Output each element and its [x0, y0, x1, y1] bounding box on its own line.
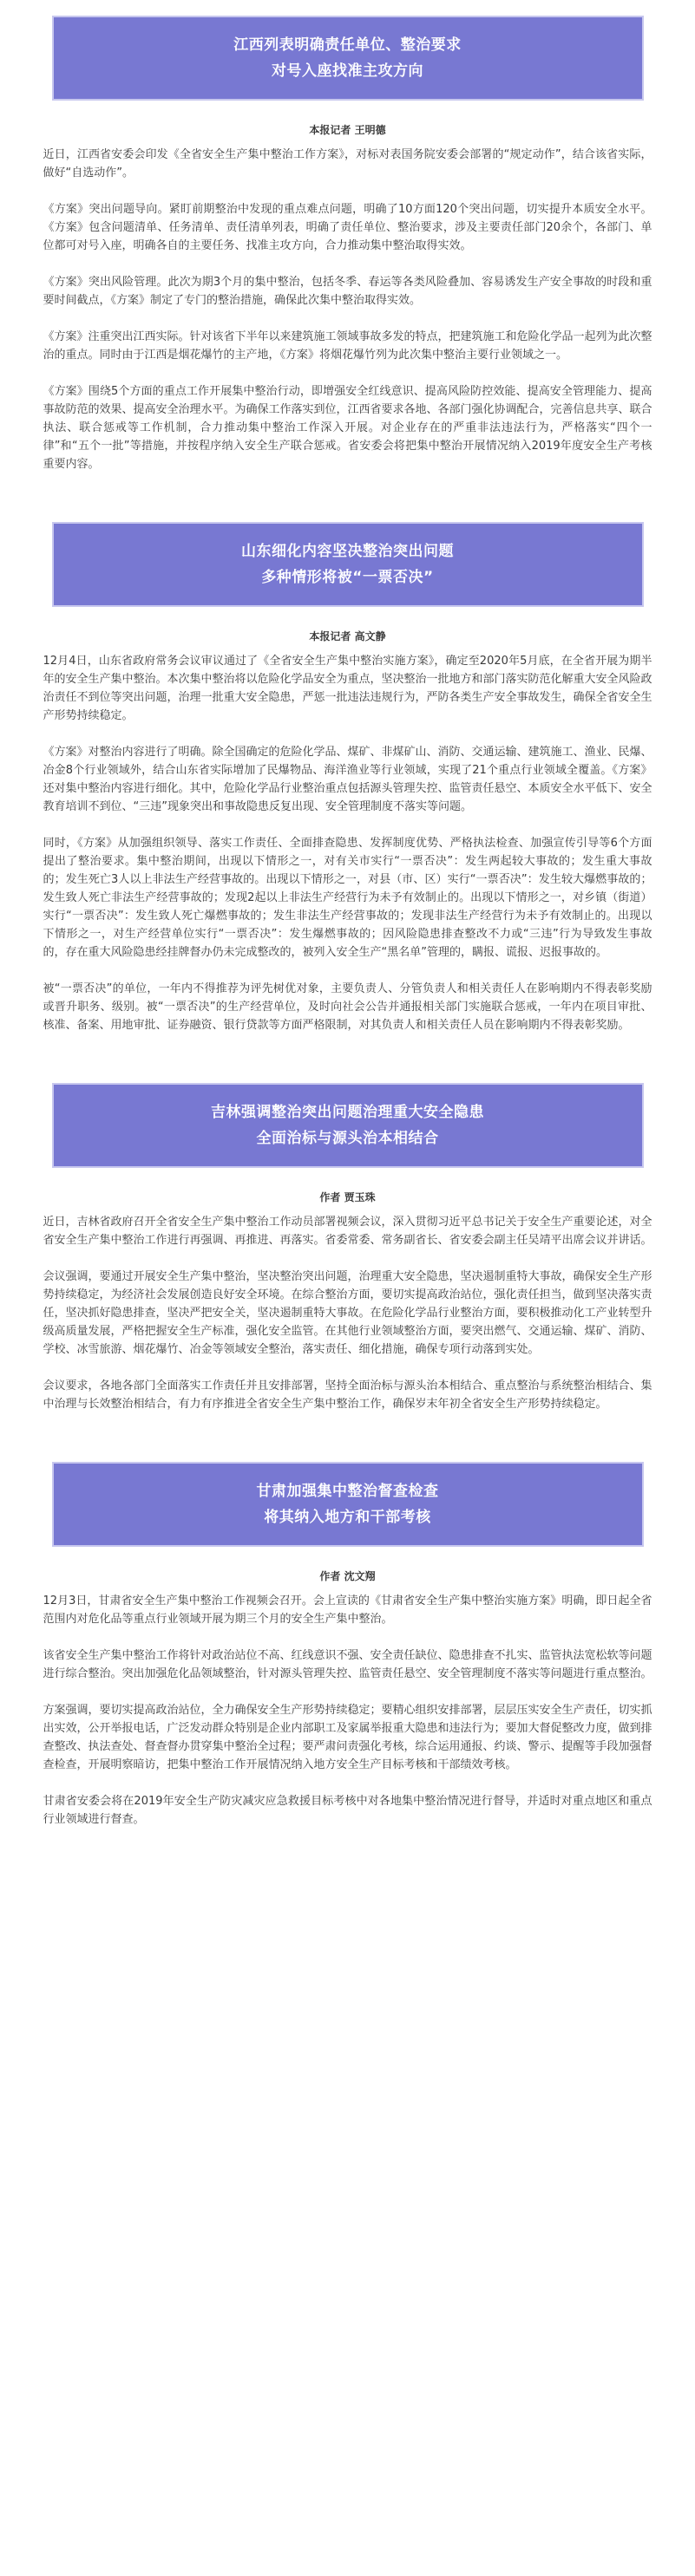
article-body	[43, 1592, 652, 1829]
article-jilin	[0, 1067, 695, 1413]
article-subtitle-line: 全面治标与源头治本相结合	[256, 1130, 439, 1147]
article-title-banner	[52, 1083, 644, 1168]
article-byline: 作者 贾玉珠	[319, 1191, 376, 1203]
article-subtitle-line: 对号入座找准主攻方向	[272, 62, 423, 80]
article-title-banner	[52, 1462, 644, 1547]
article-byline: 作者 沈文翔	[319, 1570, 376, 1582]
article-paragraph: 方案强调，要切实提高政治站位，全力确保安全生产形势持续稳定；要精心组织安排部署，层层压实安全生产责任，切实抓出实效，公开举报电话，广泛发动群众特别是企业内部职工及家属举报重大隐患和违法行为；要加大督促整改力度，做到排查整改、执法查处、督查督办贯穿集中整治全过程；要严肃问责强化考核，综合运用通报、约谈、警示、提醒等手段加强督查检查，开展明察暗访，把集中整治工作开展情况纳入地方安全生产目标考核和干部绩效考核。	[43, 1704, 652, 1771]
article-gansu	[0, 1446, 695, 1829]
article-paragraph: 《方案》围绕5个方面的重点工作开展集中整治行动，即增强安全红线意识、提高风险防控效能、提高安全管理能力、提高事故防范的效果、提高安全治理水平。为确保工作落实到位，江西省要求各地、各部门强化协调配合，完善信息共享、联合执法、联合惩戒等工作机制，合力推动集中整治工作深入开展。对企业存在的严重非法违法行为，严格落实“四个一律”和“五个一批”等措施，并按程序纳入安全生产联合惩戒。省安委会将把集中整治开展情况纳入2019年度安全生产考核重要内容。	[43, 385, 652, 471]
article-title-line: 甘肃加强集中整治督查检查	[256, 1483, 439, 1500]
article-byline: 本报记者 高文静	[309, 630, 386, 642]
article-title-line: 山东细化内容坚决整治突出问题	[241, 543, 454, 560]
article-paragraph: 近日，吉林省政府召开全省安全生产集中整治工作动员部署视频会议，深入贯彻习近平总书记关于安全生产重要论述，对全省安全生产集中整治工作进行再强调、再推进、再落实。省委常委、常务副省长、省安委会副主任吴靖平出席会议并讲话。	[43, 1216, 652, 1247]
article-paragraph: 12月4日，山东省政府常务会议审议通过了《全省安全生产集中整治实施方案》，确定至2020年5月底，在全省开展为期半年的安全生产集中整治。本次集中整治将以危险化学品安全为重点，坚决整治一批地方和部门落实防范化解重大安全风险政治责任不到位等突出问题，治理一批重大安全隐患，严惩一批违法违规行为，严防各类生产安全事故发生，确保全省安全生产形势持续稳定。	[43, 655, 652, 722]
article-body	[43, 1213, 652, 1413]
article-body	[43, 146, 652, 473]
article-paragraph: 12月3日，甘肃省安全生产集中整治工作视频会召开。会上宣读的《甘肃省安全生产集中整治实施方案》明确，即日起全省范围内对危化品等重点行业领域开展为期三个月的安全生产集中整治。	[43, 1595, 652, 1626]
article-paragraph: 同时，《方案》从加强组织领导、落实工作责任、全面排查隐患、发挥制度优势、严格执法检查、加强宣传引导等6个方面提出了整治要求。集中整治期间，出现以下情形之一，对有关市实行“一票否决”：发生两起较大事故的；发生重大事故的；发生死亡3人以上非法生产经营事故的。出现以下情形之一，对县（市、区）实行“一票否决”：发生较大爆燃事故的；发生致人死亡非法生产经营事故的；发现2起以上非法生产经营行为未予有效制止的。出现以下情形之一，对乡镇（街道）实行“一票否决”：发生致人死亡爆燃事故的；发生非法生产经营事故的；发现非法生产经营行为未予有效制止的。出现以下情形之一，对生产经营单位实行“一票否决”：发生爆燃事故的；因风险隐患排查整改不力或“三违”行为导致发生事故的，存在重大风险隐患经挂牌督办仍未完成整改的，被列入安全生产“黑名单”管理的，瞒报、谎报、迟报事故的。	[43, 837, 652, 959]
article-paragraph: 《方案》对整治内容进行了明确。除全国确定的危险化学品、煤矿、非煤矿山、消防、交通运输、建筑施工、渔业、民爆、冶金8个行业领域外，结合山东省实际增加了民爆物品、海洋渔业等行业领域，实现了21个重点行业领域全覆盖。《方案》还对集中整治内容进行细化。其中，危险化学品行业整治重点包括源头管理失控、监管责任悬空、本质安全水平低下、安全教育培训不到位、“三违”现象突出和事故隐患反复出现、安全管理制度不落实等问题。	[43, 746, 652, 813]
article-paragraph: 《方案》突出问题导向。紧盯前期整治中发现的重点难点问题，明确了10方面120个突出问题，切实提升本质安全水平。《方案》包含问题清单、任务清单、责任清单列表，明确了责任单位、整治要求，涉及主要责任部门20余个，各部门、单位都可对号入座，明确各自的主要任务、找准主攻方向，合力推动集中整治取得实效。	[43, 203, 652, 252]
article-title-banner	[52, 16, 644, 101]
article-body	[43, 652, 652, 1034]
article-paragraph: 近日，江西省安委会印发《全省安全生产集中整治工作方案》，对标对表国务院安委会部署的“规定动作”，结合该省实际，做好“自选动作”。	[43, 148, 652, 179]
article-paragraph: 《方案》注重突出江西实际。针对该省下半年以来建筑施工领域事故多发的特点，把建筑施工和危险化学品一起列为此次整治的重点。同时由于江西是烟花爆竹的主产地，《方案》将烟花爆竹列为此次集中整治主要行业领域之一。	[43, 330, 652, 362]
article-title-line: 吉林强调整治突出问题治理重大安全隐患	[211, 1104, 484, 1121]
article-title-line: 江西列表明确责任单位、整治要求	[233, 36, 462, 54]
article-jiangxi	[0, 0, 695, 473]
article-paragraph: 甘肃省安委会将在2019年安全生产防灾减灾应急救援目标考核中对各地集中整治情况进行督导，并适时对重点地区和重点行业领域进行督查。	[43, 1795, 652, 1826]
article-paragraph: 该省安全生产集中整治工作将针对政治站位不高、红线意识不强、安全责任缺位、隐患排查不扎实、监管执法宽松软等问题进行综合整治。突出加强危化品领域整治，针对源头管理失控、监管责任悬空、安全管理制度不落实等问题进行重点整治。	[43, 1649, 652, 1680]
article-subtitle-line: 将其纳入地方和干部考核	[264, 1509, 431, 1526]
article-shandong	[0, 506, 695, 1034]
article-paragraph: 会议强调，要通过开展安全生产集中整治，坚决整治突出问题，治理重大安全隐患，坚决遏制重特大事故，确保安全生产形势持续稳定，为经济社会发展创造良好安全环境。在综合整治方面，要切实提高政治站位，强化责任担当，做到坚决落实责任，坚决抓好隐患排查，坚决严把安全关，坚决遏制重特大事故。在危险化学品行业整治方面，要积极推动化工产业转型升级高质量发展，严格把握安全生产标准，强化安全监管。在其他行业领域整治方面，要突出燃气、交通运输、煤矿、消防、学校、冰雪旅游、烟花爆竹、冶金等领域安全整治，落实责任、细化措施，确保专项行动落到实处。	[43, 1270, 652, 1356]
article-paragraph: 会议要求，各地各部门全面落实工作责任并且安排部署，坚持全面治标与源头治本相结合、重点整治与系统整治相结合、集中治理与长效整治相结合，有力有序推进全省安全生产集中整治工作，确保岁末年初全省安全生产形势持续稳定。	[43, 1379, 652, 1411]
article-paragraph: 被“一票否决”的单位，一年内不得推荐为评先树优对象，主要负责人、分管负责人和相关责任人在影响期内不得表彰奖励或晋升职务、级别。被“一票否决”的生产经营单位，及时向社会公告并通报相关部门实施联合惩戒，一年内在项目审批、核准、备案、用地审批、证券融资、银行贷款等方面严格限制，对其负责人和相关责任人员在影响期内不得表彰奖励。	[43, 982, 652, 1032]
article-paragraph: 《方案》突出风险管理。此次为期3个月的集中整治，包括冬季、春运等各类风险叠加、容易诱发生产安全事故的时段和重要时间截点，《方案》制定了专门的整治措施，确保此次集中整治取得实效。	[43, 276, 652, 307]
article-byline: 本报记者 王明德	[309, 124, 386, 136]
article-title-banner	[52, 522, 644, 607]
article-subtitle-line: 多种情形将被“一票否决”	[261, 569, 434, 586]
